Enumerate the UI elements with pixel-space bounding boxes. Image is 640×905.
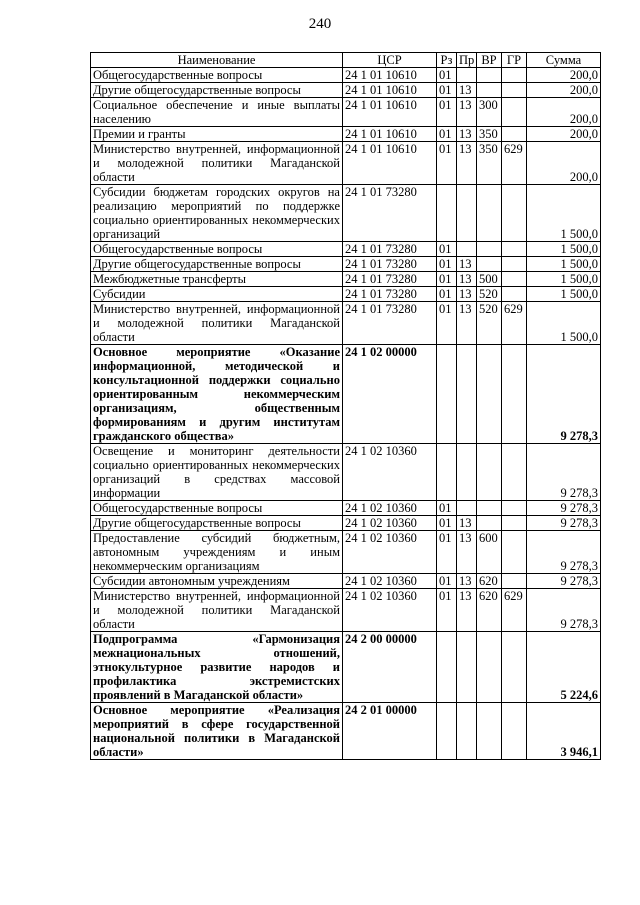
table-row <box>91 302 601 345</box>
row-gr <box>502 127 527 142</box>
row-csr: 24 1 02 00000 <box>343 345 437 444</box>
budget-table <box>90 52 601 760</box>
row-rz <box>437 632 457 703</box>
row-pr <box>457 345 477 444</box>
row-name: Другие общегосударственные вопросы <box>91 516 343 531</box>
row-name: Общегосударственные вопросы <box>91 242 343 257</box>
row-name: Общегосударственные вопросы <box>91 501 343 516</box>
table-row <box>91 98 601 127</box>
table-row <box>91 632 601 703</box>
row-pr: 13 <box>457 257 477 272</box>
row-csr: 24 2 00 00000 <box>343 632 437 703</box>
row-csr: 24 1 01 10610 <box>343 68 437 83</box>
row-sum: 1 500,0 <box>527 185 601 242</box>
row-sum: 200,0 <box>527 142 601 185</box>
row-pr <box>457 242 477 257</box>
row-vr: 620 <box>477 589 502 632</box>
table-row <box>91 68 601 83</box>
row-pr: 13 <box>457 302 477 345</box>
row-gr <box>502 501 527 516</box>
row-sum: 5 224,6 <box>527 632 601 703</box>
row-gr: 629 <box>502 302 527 345</box>
row-pr: 13 <box>457 516 477 531</box>
row-rz: 01 <box>437 83 457 98</box>
row-vr: 520 <box>477 287 502 302</box>
row-name: Министерство внутренней, информационной и молодежной политики Магаданской области <box>91 302 343 345</box>
row-vr: 300 <box>477 98 502 127</box>
row-name: Основное мероприятие «Реализация мероприятий в сфере государственной национальной политики в Магаданской области» <box>91 703 343 760</box>
row-rz: 01 <box>437 68 457 83</box>
row-pr <box>457 185 477 242</box>
row-gr <box>502 68 527 83</box>
row-pr <box>457 501 477 516</box>
row-name: Министерство внутренней, информационной и молодежной политики Магаданской области <box>91 142 343 185</box>
row-sum: 3 946,1 <box>527 703 601 760</box>
row-pr: 13 <box>457 142 477 185</box>
table-row <box>91 703 601 760</box>
table-row <box>91 287 601 302</box>
row-sum: 1 500,0 <box>527 302 601 345</box>
row-vr <box>477 185 502 242</box>
row-pr: 13 <box>457 98 477 127</box>
table-body <box>91 68 601 760</box>
row-gr <box>502 574 527 589</box>
row-rz: 01 <box>437 531 457 574</box>
row-gr <box>502 83 527 98</box>
row-pr: 13 <box>457 272 477 287</box>
row-vr: 600 <box>477 531 502 574</box>
row-csr: 24 1 01 73280 <box>343 287 437 302</box>
row-sum: 200,0 <box>527 68 601 83</box>
row-vr: 520 <box>477 302 502 345</box>
row-sum: 200,0 <box>527 127 601 142</box>
row-rz <box>437 444 457 501</box>
header-vr: ВР <box>477 53 502 68</box>
table-row <box>91 257 601 272</box>
row-rz: 01 <box>437 257 457 272</box>
row-vr <box>477 83 502 98</box>
row-rz: 01 <box>437 589 457 632</box>
row-name: Общегосударственные вопросы <box>91 68 343 83</box>
row-csr: 24 1 01 73280 <box>343 242 437 257</box>
row-rz: 01 <box>437 501 457 516</box>
table-row <box>91 185 601 242</box>
row-csr: 24 1 01 73280 <box>343 185 437 242</box>
row-rz <box>437 345 457 444</box>
row-name: Другие общегосударственные вопросы <box>91 83 343 98</box>
table-row <box>91 589 601 632</box>
row-gr <box>502 444 527 501</box>
row-csr: 24 2 01 00000 <box>343 703 437 760</box>
row-vr: 500 <box>477 272 502 287</box>
row-name: Министерство внутренней, информационной и молодежной политики Магаданской области <box>91 589 343 632</box>
row-gr <box>502 632 527 703</box>
row-csr: 24 1 01 73280 <box>343 302 437 345</box>
table-row <box>91 83 601 98</box>
row-name: Предоставление субсидий бюджетным, автономным учреждениям и иным некоммерческим организациям <box>91 531 343 574</box>
row-sum: 1 500,0 <box>527 242 601 257</box>
row-pr: 13 <box>457 127 477 142</box>
row-sum: 1 500,0 <box>527 257 601 272</box>
row-vr <box>477 345 502 444</box>
row-sum: 200,0 <box>527 83 601 98</box>
row-csr: 24 1 01 10610 <box>343 127 437 142</box>
row-rz <box>437 185 457 242</box>
row-csr: 24 1 02 10360 <box>343 589 437 632</box>
row-sum: 9 278,3 <box>527 589 601 632</box>
row-sum: 9 278,3 <box>527 516 601 531</box>
header-rz: Рз <box>437 53 457 68</box>
row-sum: 200,0 <box>527 98 601 127</box>
row-csr: 24 1 01 73280 <box>343 272 437 287</box>
table-row <box>91 272 601 287</box>
row-gr <box>502 98 527 127</box>
row-gr <box>502 257 527 272</box>
row-sum: 9 278,3 <box>527 531 601 574</box>
table-row <box>91 345 601 444</box>
table-row <box>91 142 601 185</box>
row-pr <box>457 632 477 703</box>
row-rz <box>437 703 457 760</box>
header-csr: ЦСР <box>343 53 437 68</box>
row-csr: 24 1 01 10610 <box>343 142 437 185</box>
row-pr <box>457 444 477 501</box>
row-name: Освещение и мониторинг деятельности социально ориентированных некоммерческих организаций в средствах массовой информации <box>91 444 343 501</box>
row-gr <box>502 242 527 257</box>
row-csr: 24 1 02 10360 <box>343 574 437 589</box>
row-gr <box>502 287 527 302</box>
row-pr: 13 <box>457 531 477 574</box>
row-rz: 01 <box>437 98 457 127</box>
row-name: Основное мероприятие «Оказание информационной, методической и консультационной поддержки социально ориентированным некоммерческим организациям, общественным формированиям и другим институтам гражданского общества» <box>91 345 343 444</box>
row-csr: 24 1 01 10610 <box>343 83 437 98</box>
row-vr <box>477 516 502 531</box>
row-gr <box>502 345 527 444</box>
row-sum: 1 500,0 <box>527 287 601 302</box>
row-pr: 13 <box>457 574 477 589</box>
row-pr: 13 <box>457 589 477 632</box>
row-vr <box>477 444 502 501</box>
row-name: Субсидии бюджетам городских округов на реализацию мероприятий по поддержке социально ориентированных некоммерческих организаций <box>91 185 343 242</box>
row-csr: 24 1 02 10360 <box>343 516 437 531</box>
row-csr: 24 1 02 10360 <box>343 531 437 574</box>
table-row <box>91 501 601 516</box>
row-vr: 620 <box>477 574 502 589</box>
row-gr <box>502 531 527 574</box>
header-pr: Пр <box>457 53 477 68</box>
row-vr <box>477 632 502 703</box>
row-gr <box>502 703 527 760</box>
row-rz: 01 <box>437 302 457 345</box>
row-gr: 629 <box>502 142 527 185</box>
row-vr: 350 <box>477 127 502 142</box>
row-vr <box>477 257 502 272</box>
row-rz: 01 <box>437 127 457 142</box>
row-rz: 01 <box>437 287 457 302</box>
row-name: Межбюджетные трансферты <box>91 272 343 287</box>
row-name: Социальное обеспечение и иные выплаты населению <box>91 98 343 127</box>
row-sum: 9 278,3 <box>527 444 601 501</box>
row-vr <box>477 68 502 83</box>
row-csr: 24 1 01 10610 <box>343 98 437 127</box>
row-pr <box>457 68 477 83</box>
table-row <box>91 242 601 257</box>
row-rz: 01 <box>437 272 457 287</box>
row-gr <box>502 185 527 242</box>
row-csr: 24 1 02 10360 <box>343 444 437 501</box>
row-vr <box>477 703 502 760</box>
row-sum: 1 500,0 <box>527 272 601 287</box>
row-sum: 9 278,3 <box>527 574 601 589</box>
row-name: Подпрограмма «Гармонизация межнациональных отношений, этнокультурное развитие народов и профилактика экстремистских проявлений в Магаданской области» <box>91 632 343 703</box>
row-csr: 24 1 01 73280 <box>343 257 437 272</box>
row-sum: 9 278,3 <box>527 501 601 516</box>
table-row <box>91 516 601 531</box>
row-rz: 01 <box>437 516 457 531</box>
table-row <box>91 531 601 574</box>
row-gr: 629 <box>502 589 527 632</box>
row-vr <box>477 501 502 516</box>
page-number: 240 <box>308 16 332 32</box>
row-rz: 01 <box>437 242 457 257</box>
row-rz: 01 <box>437 142 457 185</box>
row-gr <box>502 516 527 531</box>
row-gr <box>502 272 527 287</box>
row-vr <box>477 242 502 257</box>
header-gr: ГР <box>502 53 527 68</box>
table-header-row <box>91 53 601 68</box>
row-pr <box>457 703 477 760</box>
table-row <box>91 444 601 501</box>
table-row <box>91 127 601 142</box>
row-name: Другие общегосударственные вопросы <box>91 257 343 272</box>
row-sum: 9 278,3 <box>527 345 601 444</box>
row-pr: 13 <box>457 287 477 302</box>
row-vr: 350 <box>477 142 502 185</box>
row-rz: 01 <box>437 574 457 589</box>
header-sum: Сумма <box>527 53 601 68</box>
row-csr: 24 1 02 10360 <box>343 501 437 516</box>
row-name: Премии и гранты <box>91 127 343 142</box>
row-pr: 13 <box>457 83 477 98</box>
row-name: Субсидии автономным учреждениям <box>91 574 343 589</box>
header-name: Наименование <box>91 53 343 68</box>
row-name: Субсидии <box>91 287 343 302</box>
table-row <box>91 574 601 589</box>
